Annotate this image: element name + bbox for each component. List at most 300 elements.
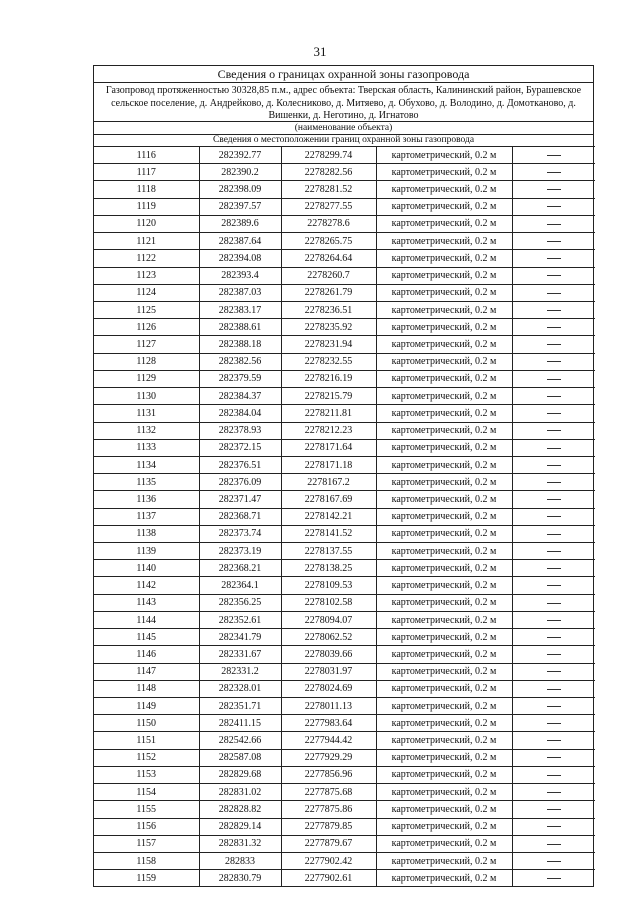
y-coordinate-cell: 2278261.79	[281, 284, 376, 301]
description-cell	[512, 732, 595, 749]
dash-mark	[547, 293, 561, 294]
description-cell	[512, 147, 595, 164]
dash-mark	[547, 379, 561, 380]
table-row	[94, 698, 595, 715]
point-number-cell: 1128	[94, 353, 199, 370]
table-row	[94, 164, 595, 181]
table-row	[94, 715, 595, 732]
point-number-cell: 1158	[94, 852, 199, 869]
x-coordinate-cell: 282831.32	[199, 835, 281, 852]
dash-mark	[547, 258, 561, 259]
dash-mark	[547, 585, 561, 586]
table-row	[94, 560, 595, 577]
table-row	[94, 577, 595, 594]
point-number-cell: 1119	[94, 198, 199, 215]
dash-mark	[547, 344, 561, 345]
y-coordinate-cell: 2278142.21	[281, 508, 376, 525]
y-coordinate-cell: 2278299.74	[281, 147, 376, 164]
point-number-cell: 1153	[94, 766, 199, 783]
dash-mark	[547, 172, 561, 173]
table-row	[94, 388, 595, 405]
method-accuracy-cell: картометрический, 0.2 м	[376, 215, 512, 232]
point-number-cell: 1150	[94, 715, 199, 732]
method-accuracy-cell: картометрический, 0.2 м	[376, 491, 512, 508]
dash-mark	[547, 448, 561, 449]
point-number-cell: 1148	[94, 680, 199, 697]
table-subtitle: Сведения о местоположении границ охранной зоны газопровода	[94, 134, 593, 146]
point-number-cell: 1152	[94, 749, 199, 766]
point-number-cell: 1129	[94, 370, 199, 387]
table-row	[94, 250, 595, 267]
table-row	[94, 629, 595, 646]
table-row	[94, 801, 595, 818]
y-coordinate-cell: 2278215.79	[281, 388, 376, 405]
x-coordinate-cell: 282364.1	[199, 577, 281, 594]
y-coordinate-cell: 2278277.55	[281, 198, 376, 215]
method-accuracy-cell: картометрический, 0.2 м	[376, 233, 512, 250]
description-cell	[512, 577, 595, 594]
y-coordinate-cell: 2278039.66	[281, 646, 376, 663]
dash-mark	[547, 482, 561, 483]
boundary-table-sheet	[93, 65, 594, 887]
point-number-cell: 1124	[94, 284, 199, 301]
dash-mark	[547, 792, 561, 793]
point-number-cell: 1131	[94, 405, 199, 422]
x-coordinate-cell: 282376.51	[199, 456, 281, 473]
y-coordinate-cell: 2278235.92	[281, 319, 376, 336]
x-coordinate-cell: 282372.15	[199, 439, 281, 456]
description-cell	[512, 319, 595, 336]
x-coordinate-cell: 282831.02	[199, 784, 281, 801]
table-row	[94, 594, 595, 611]
dash-mark	[547, 396, 561, 397]
x-coordinate-cell: 282368.71	[199, 508, 281, 525]
point-number-cell: 1118	[94, 181, 199, 198]
description-cell	[512, 543, 595, 560]
point-number-cell: 1154	[94, 784, 199, 801]
x-coordinate-cell: 282411.15	[199, 715, 281, 732]
y-coordinate-cell: 2278138.25	[281, 560, 376, 577]
description-cell	[512, 680, 595, 697]
dash-mark	[547, 275, 561, 276]
description-cell	[512, 405, 595, 422]
dash-mark	[547, 327, 561, 328]
x-coordinate-cell: 282398.09	[199, 181, 281, 198]
x-coordinate-cell: 282394.08	[199, 250, 281, 267]
table-row	[94, 543, 595, 560]
y-coordinate-cell: 2277875.68	[281, 784, 376, 801]
method-accuracy-cell: картометрический, 0.2 м	[376, 852, 512, 869]
method-accuracy-cell: картометрический, 0.2 м	[376, 732, 512, 749]
point-number-cell: 1132	[94, 422, 199, 439]
point-number-cell: 1121	[94, 233, 199, 250]
dash-mark	[547, 534, 561, 535]
description-cell	[512, 801, 595, 818]
point-number-cell: 1151	[94, 732, 199, 749]
dash-mark	[547, 826, 561, 827]
table-row	[94, 784, 595, 801]
y-coordinate-cell: 2278282.56	[281, 164, 376, 181]
y-coordinate-cell: 2278102.58	[281, 594, 376, 611]
x-coordinate-cell: 282829.14	[199, 818, 281, 835]
method-accuracy-cell: картометрический, 0.2 м	[376, 456, 512, 473]
table-row	[94, 422, 595, 439]
table-row	[94, 852, 595, 869]
method-accuracy-cell: картометрический, 0.2 м	[376, 301, 512, 318]
point-number-cell: 1125	[94, 301, 199, 318]
point-number-cell: 1130	[94, 388, 199, 405]
x-coordinate-cell: 282388.18	[199, 336, 281, 353]
point-number-cell: 1157	[94, 835, 199, 852]
method-accuracy-cell: картометрический, 0.2 м	[376, 560, 512, 577]
dash-mark	[547, 155, 561, 156]
table-row	[94, 732, 595, 749]
object-name-caption: (наименование объекта)	[94, 121, 593, 134]
y-coordinate-cell: 2278212.23	[281, 422, 376, 439]
table-row	[94, 319, 595, 336]
point-number-cell: 1155	[94, 801, 199, 818]
description-cell	[512, 284, 595, 301]
y-coordinate-cell: 2278062.52	[281, 629, 376, 646]
method-accuracy-cell: картометрический, 0.2 м	[376, 508, 512, 525]
description-cell	[512, 715, 595, 732]
y-coordinate-cell: 2278264.64	[281, 250, 376, 267]
y-coordinate-cell: 2278167.69	[281, 491, 376, 508]
dash-mark	[547, 361, 561, 362]
y-coordinate-cell: 2277983.64	[281, 715, 376, 732]
x-coordinate-cell: 282371.47	[199, 491, 281, 508]
description-cell	[512, 181, 595, 198]
method-accuracy-cell: картометрический, 0.2 м	[376, 543, 512, 560]
x-coordinate-cell: 282828.82	[199, 801, 281, 818]
table-row	[94, 508, 595, 525]
method-accuracy-cell: картометрический, 0.2 м	[376, 525, 512, 542]
point-number-cell: 1135	[94, 474, 199, 491]
dash-mark	[547, 603, 561, 604]
method-accuracy-cell: картометрический, 0.2 м	[376, 680, 512, 697]
table-title: Сведения о границах охранной зоны газопровода	[94, 66, 593, 83]
method-accuracy-cell: картометрический, 0.2 м	[376, 267, 512, 284]
point-number-cell: 1117	[94, 164, 199, 181]
dash-mark	[547, 189, 561, 190]
dash-mark	[547, 224, 561, 225]
point-number-cell: 1137	[94, 508, 199, 525]
method-accuracy-cell: картометрический, 0.2 м	[376, 353, 512, 370]
point-number-cell: 1140	[94, 560, 199, 577]
table-row	[94, 818, 595, 835]
x-coordinate-cell: 282587.08	[199, 749, 281, 766]
x-coordinate-cell: 282352.61	[199, 611, 281, 628]
description-cell	[512, 491, 595, 508]
description-cell	[512, 267, 595, 284]
coordinates-table-body	[94, 147, 595, 887]
method-accuracy-cell: картометрический, 0.2 м	[376, 250, 512, 267]
x-coordinate-cell: 282373.19	[199, 543, 281, 560]
x-coordinate-cell: 282379.59	[199, 370, 281, 387]
x-coordinate-cell: 282376.09	[199, 474, 281, 491]
dash-mark	[547, 861, 561, 862]
dash-mark	[547, 241, 561, 242]
method-accuracy-cell: картометрический, 0.2 м	[376, 646, 512, 663]
table-row	[94, 370, 595, 387]
dash-mark	[547, 551, 561, 552]
method-accuracy-cell: картометрический, 0.2 м	[376, 405, 512, 422]
description-cell	[512, 663, 595, 680]
table-row	[94, 766, 595, 783]
description-cell	[512, 233, 595, 250]
y-coordinate-cell: 2277856.96	[281, 766, 376, 783]
point-number-cell: 1145	[94, 629, 199, 646]
table-row	[94, 267, 595, 284]
dash-mark	[547, 637, 561, 638]
y-coordinate-cell: 2278141.52	[281, 525, 376, 542]
method-accuracy-cell: картометрический, 0.2 м	[376, 147, 512, 164]
method-accuracy-cell: картометрический, 0.2 м	[376, 835, 512, 852]
point-number-cell: 1159	[94, 870, 199, 887]
y-coordinate-cell: 2278265.75	[281, 233, 376, 250]
y-coordinate-cell: 2277944.42	[281, 732, 376, 749]
description-cell	[512, 250, 595, 267]
x-coordinate-cell: 282341.79	[199, 629, 281, 646]
point-number-cell: 1122	[94, 250, 199, 267]
dash-mark	[547, 689, 561, 690]
method-accuracy-cell: картометрический, 0.2 м	[376, 698, 512, 715]
x-coordinate-cell: 282373.74	[199, 525, 281, 542]
coordinates-table	[94, 146, 595, 886]
y-coordinate-cell: 2277875.86	[281, 801, 376, 818]
point-number-cell: 1127	[94, 336, 199, 353]
y-coordinate-cell: 2278024.69	[281, 680, 376, 697]
table-row	[94, 456, 595, 473]
y-coordinate-cell: 2277879.85	[281, 818, 376, 835]
table-row	[94, 301, 595, 318]
y-coordinate-cell: 2277902.42	[281, 852, 376, 869]
y-coordinate-cell: 2278171.18	[281, 456, 376, 473]
table-row	[94, 439, 595, 456]
x-coordinate-cell: 282351.71	[199, 698, 281, 715]
method-accuracy-cell: картометрический, 0.2 м	[376, 181, 512, 198]
method-accuracy-cell: картометрический, 0.2 м	[376, 319, 512, 336]
dash-mark	[547, 206, 561, 207]
table-row	[94, 663, 595, 680]
x-coordinate-cell: 282542.66	[199, 732, 281, 749]
table-row	[94, 405, 595, 422]
dash-mark	[547, 465, 561, 466]
table-row	[94, 749, 595, 766]
method-accuracy-cell: картометрический, 0.2 м	[376, 663, 512, 680]
table-row	[94, 491, 595, 508]
description-cell	[512, 474, 595, 491]
description-cell	[512, 508, 595, 525]
method-accuracy-cell: картометрический, 0.2 м	[376, 766, 512, 783]
table-row	[94, 680, 595, 697]
method-accuracy-cell: картометрический, 0.2 м	[376, 422, 512, 439]
dash-mark	[547, 740, 561, 741]
description-cell	[512, 611, 595, 628]
point-number-cell: 1136	[94, 491, 199, 508]
x-coordinate-cell: 282331.67	[199, 646, 281, 663]
table-row	[94, 525, 595, 542]
description-cell	[512, 698, 595, 715]
description-cell	[512, 198, 595, 215]
description-cell	[512, 852, 595, 869]
y-coordinate-cell: 2278109.53	[281, 577, 376, 594]
description-cell	[512, 818, 595, 835]
y-coordinate-cell: 2278167.2	[281, 474, 376, 491]
y-coordinate-cell: 2278011.13	[281, 698, 376, 715]
description-cell	[512, 749, 595, 766]
description-cell	[512, 370, 595, 387]
page-number: 31	[313, 44, 327, 59]
description-cell	[512, 835, 595, 852]
dash-mark	[547, 809, 561, 810]
description-cell	[512, 336, 595, 353]
y-coordinate-cell: 2278171.64	[281, 439, 376, 456]
point-number-cell: 1149	[94, 698, 199, 715]
dash-mark	[547, 310, 561, 311]
y-coordinate-cell: 2278031.97	[281, 663, 376, 680]
y-coordinate-cell: 2278278.6	[281, 215, 376, 232]
dash-mark	[547, 516, 561, 517]
dash-mark	[547, 844, 561, 845]
x-coordinate-cell: 282387.64	[199, 233, 281, 250]
table-row	[94, 474, 595, 491]
x-coordinate-cell: 282328.01	[199, 680, 281, 697]
dash-mark	[547, 706, 561, 707]
description-cell	[512, 525, 595, 542]
description-cell	[512, 560, 595, 577]
table-row	[94, 215, 595, 232]
dash-mark	[547, 671, 561, 672]
point-number-cell: 1134	[94, 456, 199, 473]
point-number-cell: 1156	[94, 818, 199, 835]
y-coordinate-cell: 2278094.07	[281, 611, 376, 628]
y-coordinate-cell: 2277879.67	[281, 835, 376, 852]
description-cell	[512, 646, 595, 663]
table-row	[94, 870, 595, 887]
description-cell	[512, 870, 595, 887]
description-cell	[512, 301, 595, 318]
point-number-cell: 1116	[94, 147, 199, 164]
point-number-cell: 1143	[94, 594, 199, 611]
description-cell	[512, 629, 595, 646]
dash-mark	[547, 568, 561, 569]
dash-mark	[547, 654, 561, 655]
point-number-cell: 1133	[94, 439, 199, 456]
description-cell	[512, 388, 595, 405]
x-coordinate-cell: 282393.4	[199, 267, 281, 284]
dash-mark	[547, 413, 561, 414]
description-cell	[512, 422, 595, 439]
x-coordinate-cell: 282384.37	[199, 388, 281, 405]
point-number-cell: 1142	[94, 577, 199, 594]
method-accuracy-cell: картометрический, 0.2 м	[376, 870, 512, 887]
description-cell	[512, 439, 595, 456]
x-coordinate-cell: 282397.57	[199, 198, 281, 215]
y-coordinate-cell: 2277902.61	[281, 870, 376, 887]
x-coordinate-cell: 282368.21	[199, 560, 281, 577]
description-cell	[512, 353, 595, 370]
dash-mark	[547, 430, 561, 431]
table-row	[94, 646, 595, 663]
description-cell	[512, 594, 595, 611]
table-row	[94, 353, 595, 370]
dash-mark	[547, 499, 561, 500]
method-accuracy-cell: картометрический, 0.2 м	[376, 715, 512, 732]
description-cell	[512, 784, 595, 801]
x-coordinate-cell: 282830.79	[199, 870, 281, 887]
x-coordinate-cell: 282383.17	[199, 301, 281, 318]
x-coordinate-cell: 282331.2	[199, 663, 281, 680]
x-coordinate-cell: 282390.2	[199, 164, 281, 181]
y-coordinate-cell: 2278236.51	[281, 301, 376, 318]
y-coordinate-cell: 2278231.94	[281, 336, 376, 353]
method-accuracy-cell: картометрический, 0.2 м	[376, 198, 512, 215]
description-cell	[512, 215, 595, 232]
method-accuracy-cell: картометрический, 0.2 м	[376, 439, 512, 456]
dash-mark	[547, 775, 561, 776]
y-coordinate-cell: 2278211.81	[281, 405, 376, 422]
y-coordinate-cell: 2278260.7	[281, 267, 376, 284]
method-accuracy-cell: картометрический, 0.2 м	[376, 370, 512, 387]
x-coordinate-cell: 282388.61	[199, 319, 281, 336]
x-coordinate-cell: 282384.04	[199, 405, 281, 422]
point-number-cell: 1146	[94, 646, 199, 663]
method-accuracy-cell: картометрический, 0.2 м	[376, 284, 512, 301]
point-number-cell: 1138	[94, 525, 199, 542]
table-row	[94, 835, 595, 852]
method-accuracy-cell: картометрический, 0.2 м	[376, 629, 512, 646]
table-row	[94, 147, 595, 164]
method-accuracy-cell: картометрический, 0.2 м	[376, 801, 512, 818]
dash-mark	[547, 620, 561, 621]
y-coordinate-cell: 2277929.29	[281, 749, 376, 766]
table-row	[94, 611, 595, 628]
table-row	[94, 284, 595, 301]
dash-mark	[547, 723, 561, 724]
x-coordinate-cell: 282378.93	[199, 422, 281, 439]
method-accuracy-cell: картометрический, 0.2 м	[376, 164, 512, 181]
x-coordinate-cell: 282829.68	[199, 766, 281, 783]
method-accuracy-cell: картометрический, 0.2 м	[376, 594, 512, 611]
table-row	[94, 198, 595, 215]
dash-mark	[547, 757, 561, 758]
table-row	[94, 336, 595, 353]
y-coordinate-cell: 2278281.52	[281, 181, 376, 198]
x-coordinate-cell: 282382.56	[199, 353, 281, 370]
dash-mark	[547, 878, 561, 879]
method-accuracy-cell: картометрический, 0.2 м	[376, 611, 512, 628]
x-coordinate-cell: 282392.77	[199, 147, 281, 164]
point-number-cell: 1144	[94, 611, 199, 628]
object-description: Газопровод протяженностью 30328,85 п.м., адрес объекта: Тверская область, Калининский район, Бурашевское сельское поселение, д. Андрейково, д. Колесниково, д. Митяево, д. Обухово, д. Володино, д. Домотканово, д. Вишенки, д. Неготино, д. Игнатово	[105, 85, 582, 121]
y-coordinate-cell: 2278137.55	[281, 543, 376, 560]
method-accuracy-cell: картометрический, 0.2 м	[376, 577, 512, 594]
method-accuracy-cell: картометрический, 0.2 м	[376, 818, 512, 835]
x-coordinate-cell: 282356.25	[199, 594, 281, 611]
method-accuracy-cell: картометрический, 0.2 м	[376, 336, 512, 353]
description-cell	[512, 456, 595, 473]
method-accuracy-cell: картометрический, 0.2 м	[376, 474, 512, 491]
table-row	[94, 181, 595, 198]
x-coordinate-cell: 282833	[199, 852, 281, 869]
method-accuracy-cell: картометрический, 0.2 м	[376, 784, 512, 801]
y-coordinate-cell: 2278232.55	[281, 353, 376, 370]
description-cell	[512, 164, 595, 181]
method-accuracy-cell: картометрический, 0.2 м	[376, 749, 512, 766]
x-coordinate-cell: 282389.6	[199, 215, 281, 232]
method-accuracy-cell: картометрический, 0.2 м	[376, 388, 512, 405]
